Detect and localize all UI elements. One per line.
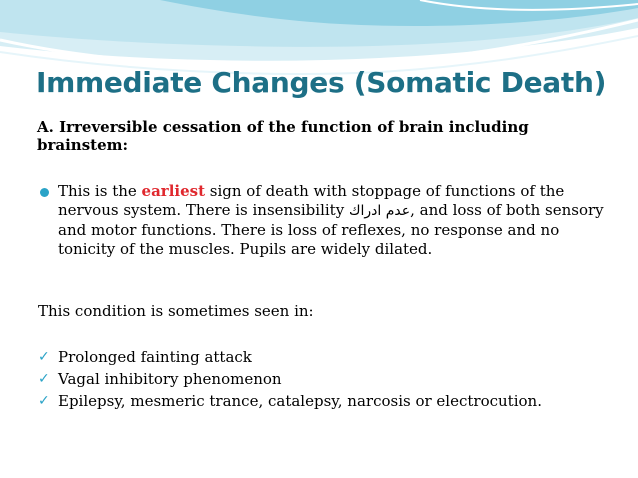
bullet-text-middle: sign of death with stoppage of functions of the nervous system. There is insensibility xyxy=(58,182,565,219)
list-item xyxy=(38,390,542,412)
arabic-term: عدم ادراك xyxy=(348,203,411,219)
round-bullet-icon xyxy=(40,188,49,197)
checkmark-icon: ✓ xyxy=(38,393,50,409)
bullet-text-start: This is the xyxy=(58,182,142,200)
subheading: A. Irreversible cessation of the function of brain including brainstem: xyxy=(37,118,529,154)
checkmark-icon: ✓ xyxy=(38,349,50,365)
condition-text: Prolonged fainting attack xyxy=(58,348,252,366)
bullet-paragraph xyxy=(58,182,618,259)
condition-text: Vagal inhibitory phenomenon xyxy=(58,370,282,388)
condition-list xyxy=(38,346,542,412)
slide-title: Immediate Changes (Somatic Death) xyxy=(36,66,607,99)
highlight-earliest: earliest xyxy=(141,182,206,200)
condition-text: Epilepsy, mesmeric trance, catalepsy, narcosis or electrocution. xyxy=(58,392,542,410)
list-item xyxy=(38,346,542,368)
list-item xyxy=(38,368,542,390)
condition-intro: This condition is sometimes seen in: xyxy=(38,302,314,320)
bullet-text-end: , and loss of both sensory and motor functions. There is loss of reflexes, no response and no tonicity of the muscles. Pupils are widely dilated. xyxy=(58,201,604,258)
checkmark-icon: ✓ xyxy=(38,371,50,387)
